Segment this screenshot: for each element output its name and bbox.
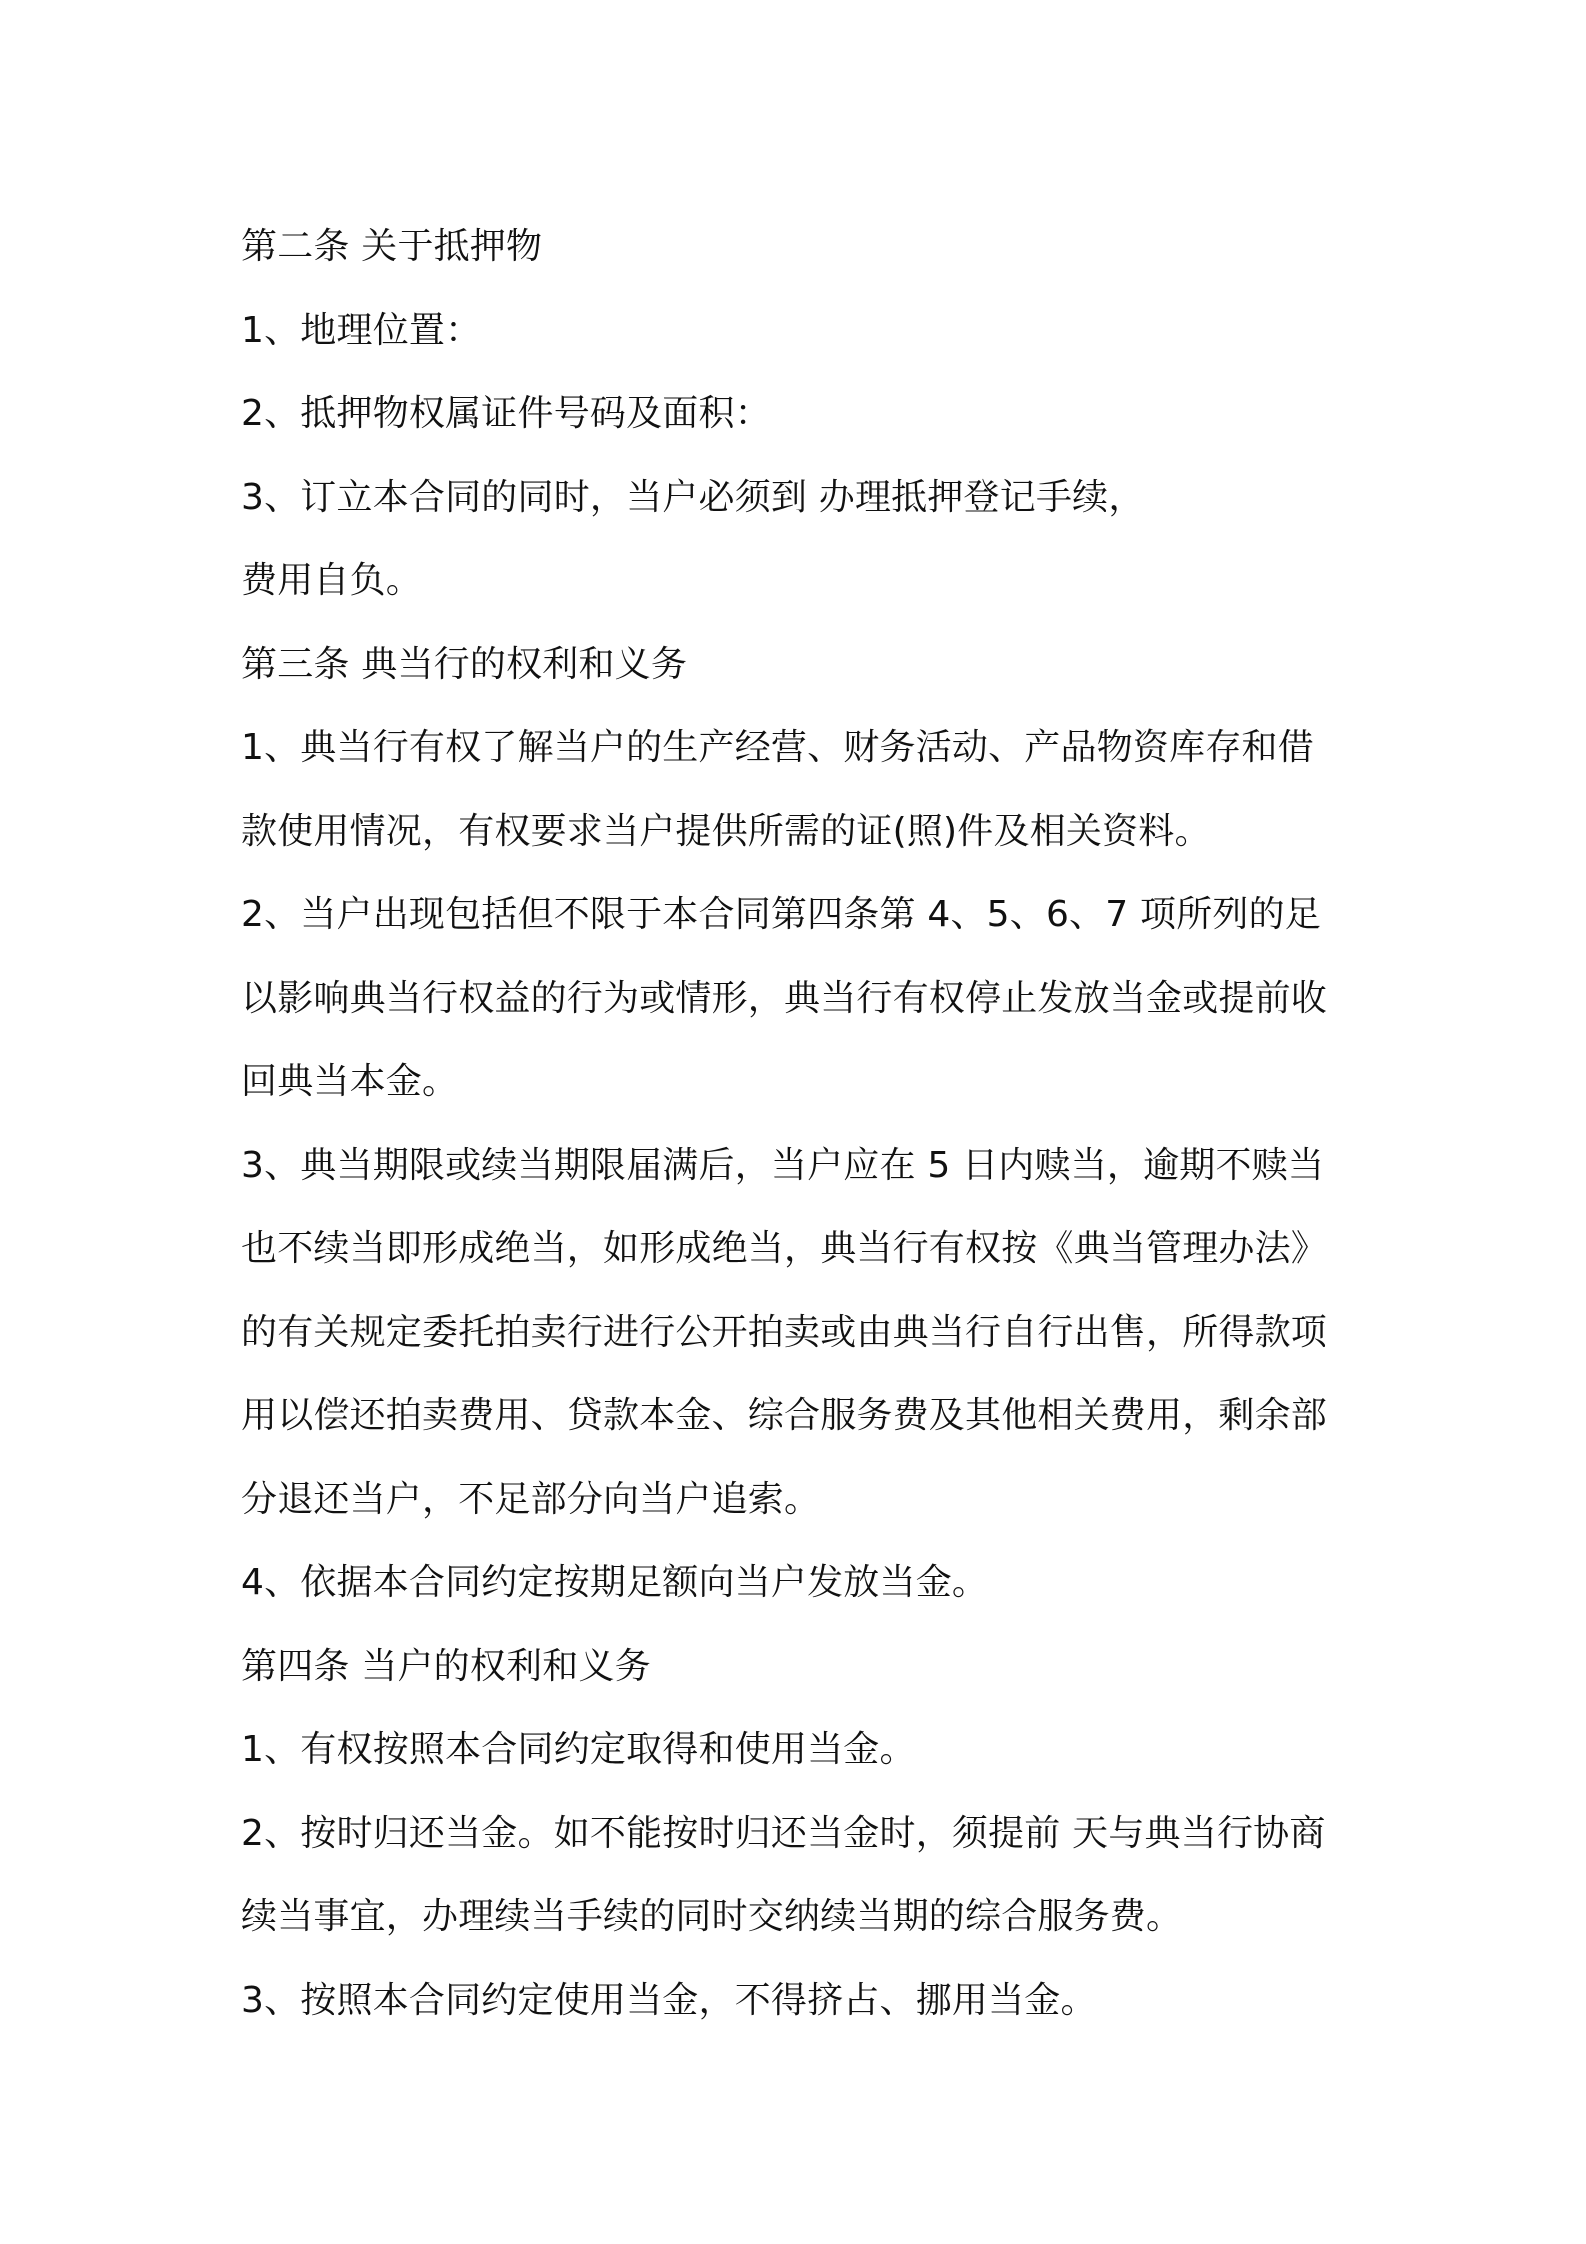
article-3-item-3-line-2: 也不续当即形成绝当，如形成绝当，典当行有权按《典当管理办法》	[241, 1228, 1328, 1269]
article-3-item-1-line-1: 1、典当行有权了解当户的生产经营、财务活动、产品物资库存和借	[241, 727, 1314, 768]
article-4-item-2-line-2: 续当事宜，办理续当手续的同时交纳续当期的综合服务费。	[241, 1896, 1183, 1937]
article-3-heading: 第三条 典当行的权利和义务	[241, 643, 688, 685]
article-2-heading: 第二条 关于抵押物	[241, 226, 543, 267]
article-3-item-4: 4、依据本合同约定按期足额向当户发放当金。	[241, 1562, 989, 1603]
article-3-item-2-line-2: 以影响典当行权益的行为或情形，典当行有权停止发放当金或提前收	[241, 977, 1328, 1019]
article-3-item-3-line-1: 3、典当期限或续当期限届满后，当户应在 5 日内赎当，逾期不赎当	[241, 1144, 1325, 1186]
article-2-item-1: 1、地理位置：	[241, 309, 482, 351]
article-2-item-3-line-2: 费用自负。	[241, 560, 423, 601]
article-3-item-3-line-4: 用以偿还拍卖费用、贷款本金、综合服务费及其他相关费用，剩余部	[241, 1395, 1328, 1436]
article-3-item-2-line-3: 回典当本金。	[241, 1061, 459, 1102]
article-4-item-1: 1、有权按照本合同约定取得和使用当金。	[241, 1729, 916, 1770]
article-2-item-3-line-1: 3、订立本合同的同时，当户必须到 办理抵押登记手续，	[241, 476, 1145, 518]
article-3-item-3-line-5: 分退还当户，不足部分向当户追索。	[241, 1478, 821, 1520]
article-4-heading: 第四条 当户的权利和义务	[241, 1645, 651, 1687]
article-3-item-3-line-3: 的有关规定委托拍卖行进行公开拍卖或由典当行自行出售，所得款项	[241, 1311, 1328, 1353]
article-2-item-2: 2、抵押物权属证件号码及面积：	[241, 393, 771, 434]
article-4-item-3: 3、按照本合同约定使用当金，不得挤占、挪用当金。	[241, 1979, 1097, 2021]
article-3-item-1-line-2: 款使用情况，有权要求当户提供所需的证(照)件及相关资料。	[241, 810, 1211, 852]
document-body	[241, 205, 1361, 2042]
article-3-item-2-line-1: 2、当户出现包括但不限于本合同第四条第 4、5、6、7 项所列的足	[241, 894, 1322, 935]
article-4-item-2-line-1: 2、按时归还当金。如不能按时归还当金时，须提前 天与典当行协商	[241, 1812, 1326, 1854]
